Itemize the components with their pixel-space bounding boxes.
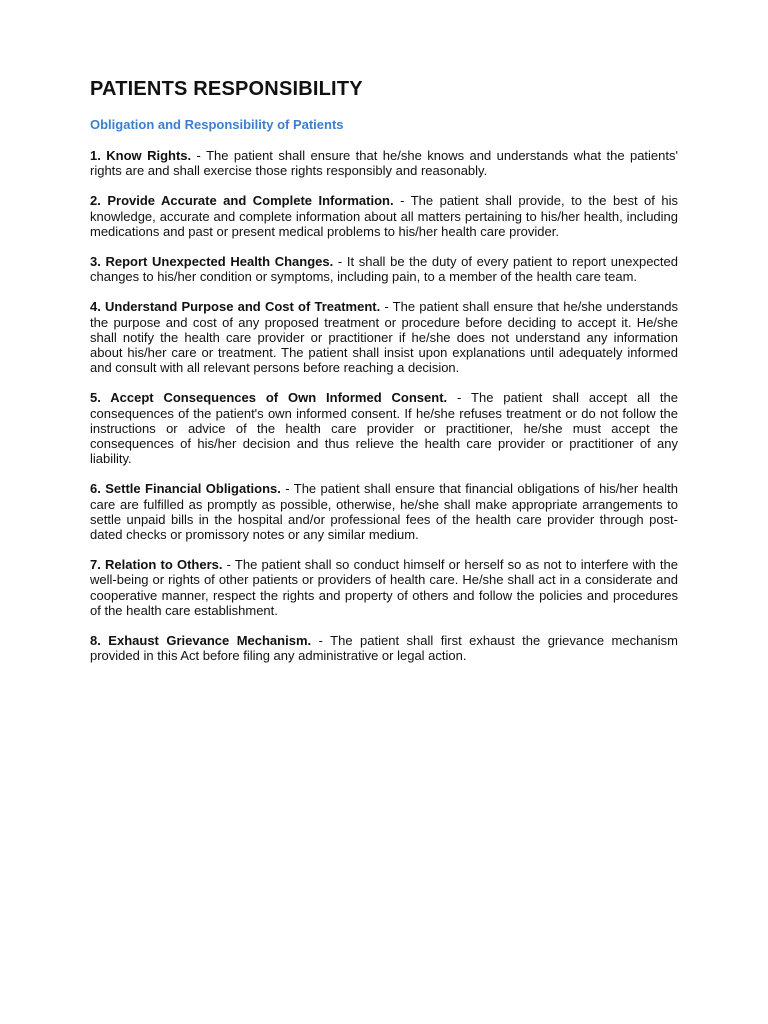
item-body: - The patient shall ensure that financial obligations of his/her health care are fulfilled as promptly as possible, otherwise, he/she shall make appropriate arrangements to settle unpaid bills in the hospital and/or professional fees of the health care provider through post-dated checks or promissory notes or any similar medium. <box>90 481 678 543</box>
item-body: - The patient shall ensure that he/she understands the purpose and cost of any proposed treatment or procedure before deciding to accept it. He/she shall notify the health care provider or practitioner if he/she does not understand any information about his/her care or treatment. The patient shall insist upon explanations until adequately informed and consult with all relevant persons before reaching a decision. <box>90 299 678 376</box>
item-heading: 5. Accept Consequences of Own Informed Consent. <box>90 390 448 406</box>
responsibility-item-5 <box>90 390 678 466</box>
item-heading: 6. Settle Financial Obligations. <box>90 481 281 497</box>
item-heading: 3. Report Unexpected Health Changes. <box>90 254 334 270</box>
responsibility-item-7 <box>90 557 678 618</box>
item-body: - The patient shall accept all the consequences of the patient's own informed consent. If he/she refuses treatment or do not follow the instructions or advice of the health care provider or practitioner, he/she must accept the consequences of his/her decision and thus relieve the health care provider or practitioner of any liability. <box>90 390 678 467</box>
section-subtitle: Obligation and Responsibility of Patients <box>90 117 344 132</box>
responsibility-item-3 <box>90 254 678 284</box>
responsibility-item-4 <box>90 299 678 375</box>
item-heading: 1. Know Rights. <box>90 148 192 163</box>
responsibility-item-2 <box>90 193 678 239</box>
responsibility-item-6 <box>90 481 678 542</box>
item-body: - The patient shall first exhaust the grievance mechanism provided in this Act before filing any administrative or legal action. <box>90 633 678 664</box>
item-body: - The patient shall so conduct himself or herself so as not to interfere with the well-being or rights of other patients or providers of health care. He/she shall act in a considerate and cooperative manner, respect the rights and property of others and follow the policies and procedures of the health care establishment. <box>90 557 678 618</box>
item-heading: 2. Provide Accurate and Complete Information. <box>90 193 394 209</box>
item-heading: 4. Understand Purpose and Cost of Treatment. <box>90 299 381 315</box>
responsibility-item-1 <box>90 148 678 178</box>
item-heading: 8. Exhaust Grievance Mechanism. <box>90 633 312 649</box>
page-title: PATIENTS RESPONSIBILITY <box>90 78 363 100</box>
item-heading: 7. Relation to Others. <box>90 557 223 573</box>
item-body: - The patient shall ensure that he/she knows and understands what the patients' rights are and shall exercise those rights responsibly and reasonably. <box>90 148 678 179</box>
responsibility-item-8 <box>90 633 678 663</box>
item-body: - The patient shall provide, to the best of his knowledge, accurate and complete information about all matters pertaining to his/her health, including medications and past or present medical problems to his/her health care provider. <box>90 193 679 239</box>
item-body: - It shall be the duty of every patient to report unexpected changes to his/her condition or symptoms, including pain, to a member of the health care team. <box>90 254 678 285</box>
